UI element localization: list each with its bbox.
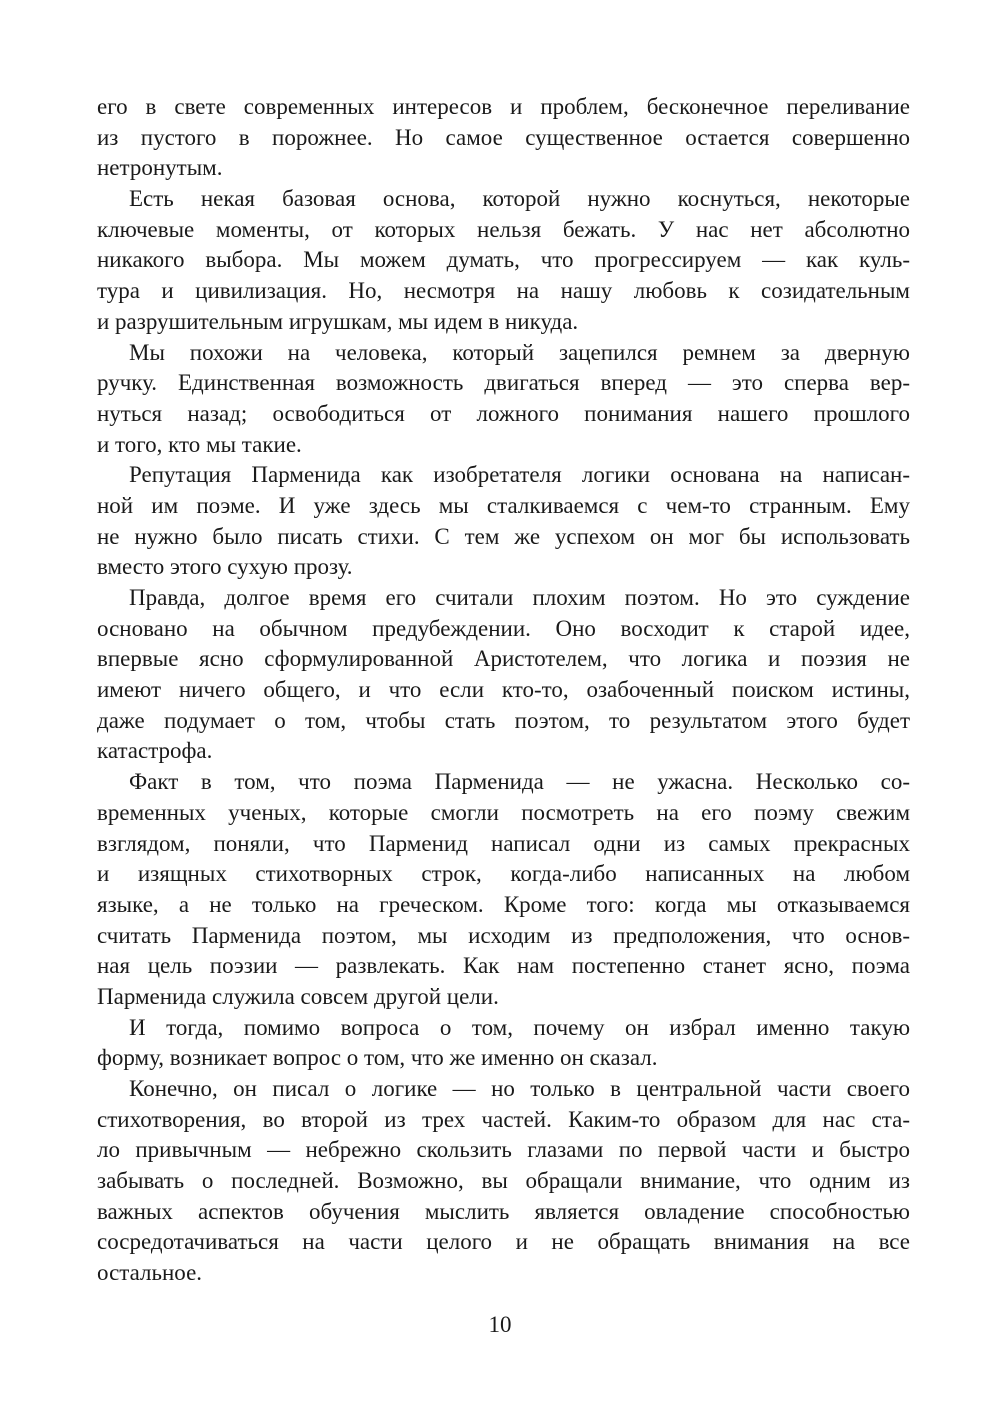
text-line: ло привычным — небрежно скользить глазами по первой части и быстро	[97, 1137, 910, 1163]
text-line: вместо этого сухую прозу.	[97, 554, 353, 580]
text-line: ручку. Единственная возможность двигаться вперед — это сперва вер-	[97, 370, 910, 396]
text-line: Конечно, он писал о логике — но только в центральной части своего	[129, 1076, 910, 1101]
page-body	[97, 92, 910, 1289]
text-line: важных аспектов обучения мыслить является овладение способностью	[97, 1198, 910, 1224]
text-line: нетронутым.	[97, 155, 223, 181]
text-line: Парменида служила совсем другой цели.	[97, 983, 499, 1009]
text-line: Факт в том, что поэма Парменида — не ужасна. Несколько со-	[129, 769, 910, 795]
text-line: взглядом, поняли, что Парменид написал одни из самых прекрасных	[97, 830, 910, 856]
text-line: ная цель поэзии — развлекать. Как нам постепенно станет ясно, поэма	[97, 953, 910, 979]
text-line: нуться назад; освободиться от ложного понимания нашего прошлого	[97, 400, 910, 426]
text-line: забывать о последней. Возможно, вы обращали внимание, что одним из	[97, 1168, 910, 1194]
text-line: из пустого в порожнее. Но самое существенное остается совершенно	[97, 124, 910, 150]
text-line: Мы похожи на человека, который зацепился ремнем за дверную	[129, 339, 910, 365]
text-line: Репутация Парменида как изобретателя логики основана на написан-	[129, 462, 910, 488]
text-line: остальное.	[97, 1260, 203, 1286]
text-line: стихотворения, во второй из трех частей. Каким-то образом для нас ста-	[97, 1106, 910, 1132]
text-line: его в свете современных интересов и проблем, бесконечное переливание	[97, 94, 910, 119]
text-line: даже подумает о том, чтобы стать поэтом, то результатом этого будет	[97, 707, 910, 733]
text-line: ключевые моменты, от которых нельзя бежать. У нас нет абсолютно	[97, 216, 910, 242]
text-line: и изящных стихотворных строк, когда-либо написанных на любом	[97, 861, 910, 887]
text-line: языке, а не только на греческом. Кроме того: когда мы отказываемся	[97, 891, 910, 917]
page-number: 10	[488, 1312, 512, 1337]
text-line: И тогда, помимо вопроса о том, почему он избрал именно такую	[129, 1014, 910, 1040]
text-line: основано на обычном предубеждении. Оно восходит к старой идее,	[97, 615, 910, 641]
text-line: ной им поэме. И уже здесь мы сталкиваемся с чем-то странным. Ему	[97, 492, 910, 518]
text-line: Правда, долгое время его считали плохим поэтом. Но это суждение	[129, 585, 910, 610]
text-line: и разрушительным игрушкам, мы идем в никуда.	[97, 308, 579, 334]
text-line: тура и цивилизация. Но, несмотря на нашу любовь к созидательным	[97, 278, 910, 304]
text-line: считать Парменида поэтом, мы исходим из предположения, что основ-	[97, 922, 910, 948]
text-line: сосредотачиваться на части целого и не обращать внимания на все	[97, 1229, 910, 1255]
text-line: Есть некая базовая основа, которой нужно коснуться, некоторые	[129, 186, 910, 212]
text-line: форму, возникает вопрос о том, что же именно он сказал.	[97, 1045, 658, 1071]
text-line: временных ученых, которые смогли посмотреть на его поэму свежим	[97, 799, 910, 825]
text-line: и того, кто мы такие.	[97, 431, 302, 457]
text-line: никакого выбора. Мы можем думать, что прогрессируем — как куль-	[97, 247, 910, 273]
text-line: впервые ясно сформулированной Аристотелем, что логика и поэзия не	[97, 646, 910, 672]
text-line: не нужно было писать стихи. С тем же успехом он мог бы использовать	[97, 523, 910, 549]
text-line: катастрофа.	[97, 738, 213, 764]
text-line: имеют ничего общего, и что если кто-то, озабоченный поиском истины,	[97, 677, 910, 703]
